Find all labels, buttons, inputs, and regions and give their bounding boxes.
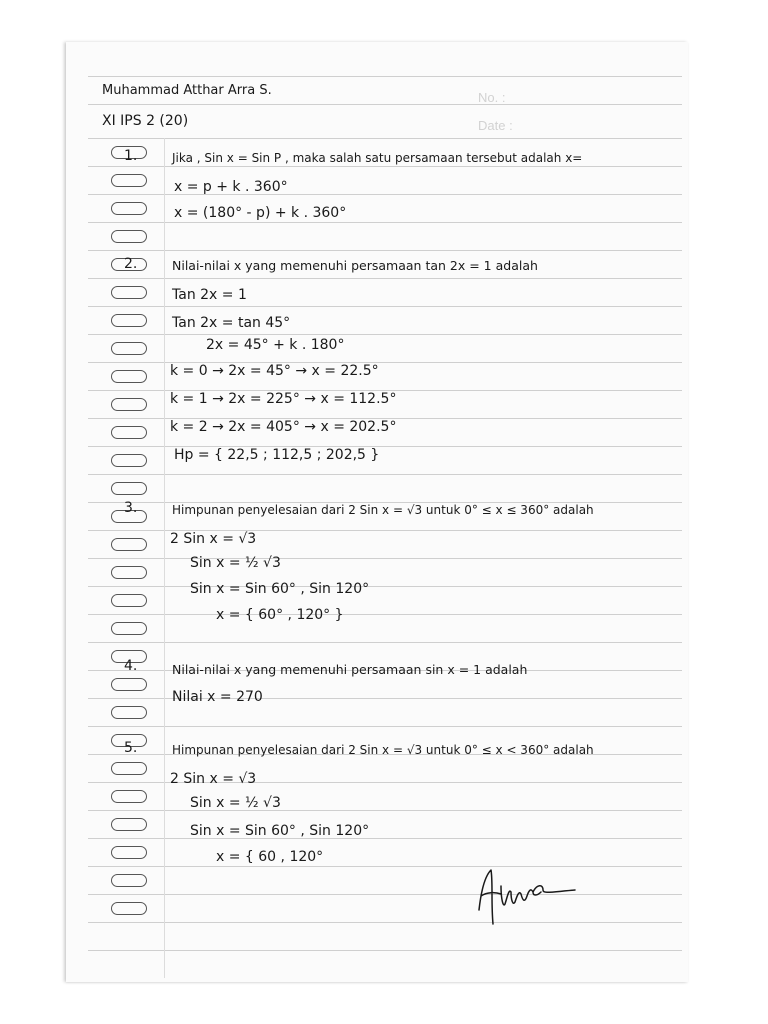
ruled-line (88, 138, 682, 139)
ruled-line (88, 950, 682, 951)
student-class: XI IPS 2 (20) (102, 113, 189, 129)
ruled-line (88, 810, 682, 811)
binder-ring (111, 622, 147, 635)
binder-ring (111, 846, 147, 859)
ruled-line (88, 250, 682, 251)
ruled-line (88, 922, 682, 923)
ruled-line (88, 894, 682, 895)
ruled-line (88, 866, 682, 867)
ruled-line (88, 334, 682, 335)
problem-line: x = { 60 , 120° (216, 849, 324, 865)
binder-ring (111, 706, 147, 719)
binder-ring (111, 454, 147, 467)
problem-line: Sin x = ½ √3 (190, 795, 281, 811)
problem-line: Himpunan penyelesaian dari 2 Sin x = √3 untuk 0° ≤ x < 360° adalah (172, 743, 594, 757)
binder-ring (111, 342, 147, 355)
problem-number: 5. (124, 740, 138, 756)
binder-ring (111, 566, 147, 579)
binder-ring (111, 398, 147, 411)
ruled-line (88, 838, 682, 839)
binder-ring (111, 594, 147, 607)
ruled-line (88, 586, 682, 587)
problem-line: Sin x = Sin 60° , Sin 120° (190, 581, 370, 597)
problem-number: 3. (124, 500, 138, 516)
date-label: Date : (478, 118, 513, 133)
problem-line: Tan 2x = tan 45° (172, 315, 291, 331)
binder-ring (111, 174, 147, 187)
binder-ring (111, 678, 147, 691)
problem-line: 2 Sin x = √3 (170, 771, 257, 787)
binder-ring (111, 286, 147, 299)
problem-line: 2 Sin x = √3 (170, 531, 257, 547)
binder-ring (111, 818, 147, 831)
no-label: No. : (478, 90, 506, 105)
problem-line: Nilai x = 270 (172, 689, 263, 705)
problem-line: Nilai-nilai x yang memenuhi persamaan tan 2x = 1 adalah (172, 258, 538, 273)
ruled-line (88, 726, 682, 727)
problem-line: Hp = { 22,5 ; 112,5 ; 202,5 } (174, 447, 380, 463)
ruled-line (88, 306, 682, 307)
problem-line: Tan 2x = 1 (172, 287, 247, 303)
ruled-line (88, 278, 682, 279)
problem-line: x = p + k . 360° (174, 179, 288, 195)
signature (471, 862, 581, 932)
binder-ring (111, 790, 147, 803)
problem-line: Himpunan penyelesaian dari 2 Sin x = √3 untuk 0° ≤ x ≤ 360° adalah (172, 503, 594, 517)
problem-line: x = (180° - p) + k . 360° (174, 205, 347, 221)
problem-line: Sin x = Sin 60° , Sin 120° (190, 823, 370, 839)
binder-ring (111, 202, 147, 215)
margin-line (164, 138, 165, 978)
problem-line: k = 0 → 2x = 45° → x = 22.5° (170, 363, 379, 379)
problem-number: 1. (124, 148, 138, 164)
binder-ring (111, 370, 147, 383)
ruled-line (88, 76, 682, 77)
ruled-line (88, 614, 682, 615)
problem-line: k = 2 → 2x = 405° → x = 202.5° (170, 419, 397, 435)
binder-ring (111, 230, 147, 243)
problem-line: x = { 60° , 120° } (216, 607, 344, 623)
ruled-line (88, 474, 682, 475)
ruled-line (88, 222, 682, 223)
notebook-page (66, 42, 688, 982)
ruled-line (88, 642, 682, 643)
ruled-line (88, 558, 682, 559)
problem-line: Nilai-nilai x yang memenuhi persamaan sin x = 1 adalah (172, 662, 528, 677)
ruled-line (88, 166, 682, 167)
ruled-line (88, 104, 682, 105)
binder-ring (111, 902, 147, 915)
student-name: Muhammad Atthar Arra S. (102, 83, 272, 98)
binder-ring (111, 538, 147, 551)
problem-line: 2x = 45° + k . 180° (206, 337, 345, 353)
binder-ring (111, 482, 147, 495)
binder-ring (111, 762, 147, 775)
problem-number: 2. (124, 256, 138, 272)
problem-number: 4. (124, 658, 138, 674)
binder-ring (111, 426, 147, 439)
problem-line: Jika , Sin x = Sin P , maka salah satu persamaan tersebut adalah x= (172, 151, 583, 165)
binder-ring (111, 314, 147, 327)
problem-line: k = 1 → 2x = 225° → x = 112.5° (170, 391, 397, 407)
problem-line: Sin x = ½ √3 (190, 555, 281, 571)
binder-ring (111, 874, 147, 887)
